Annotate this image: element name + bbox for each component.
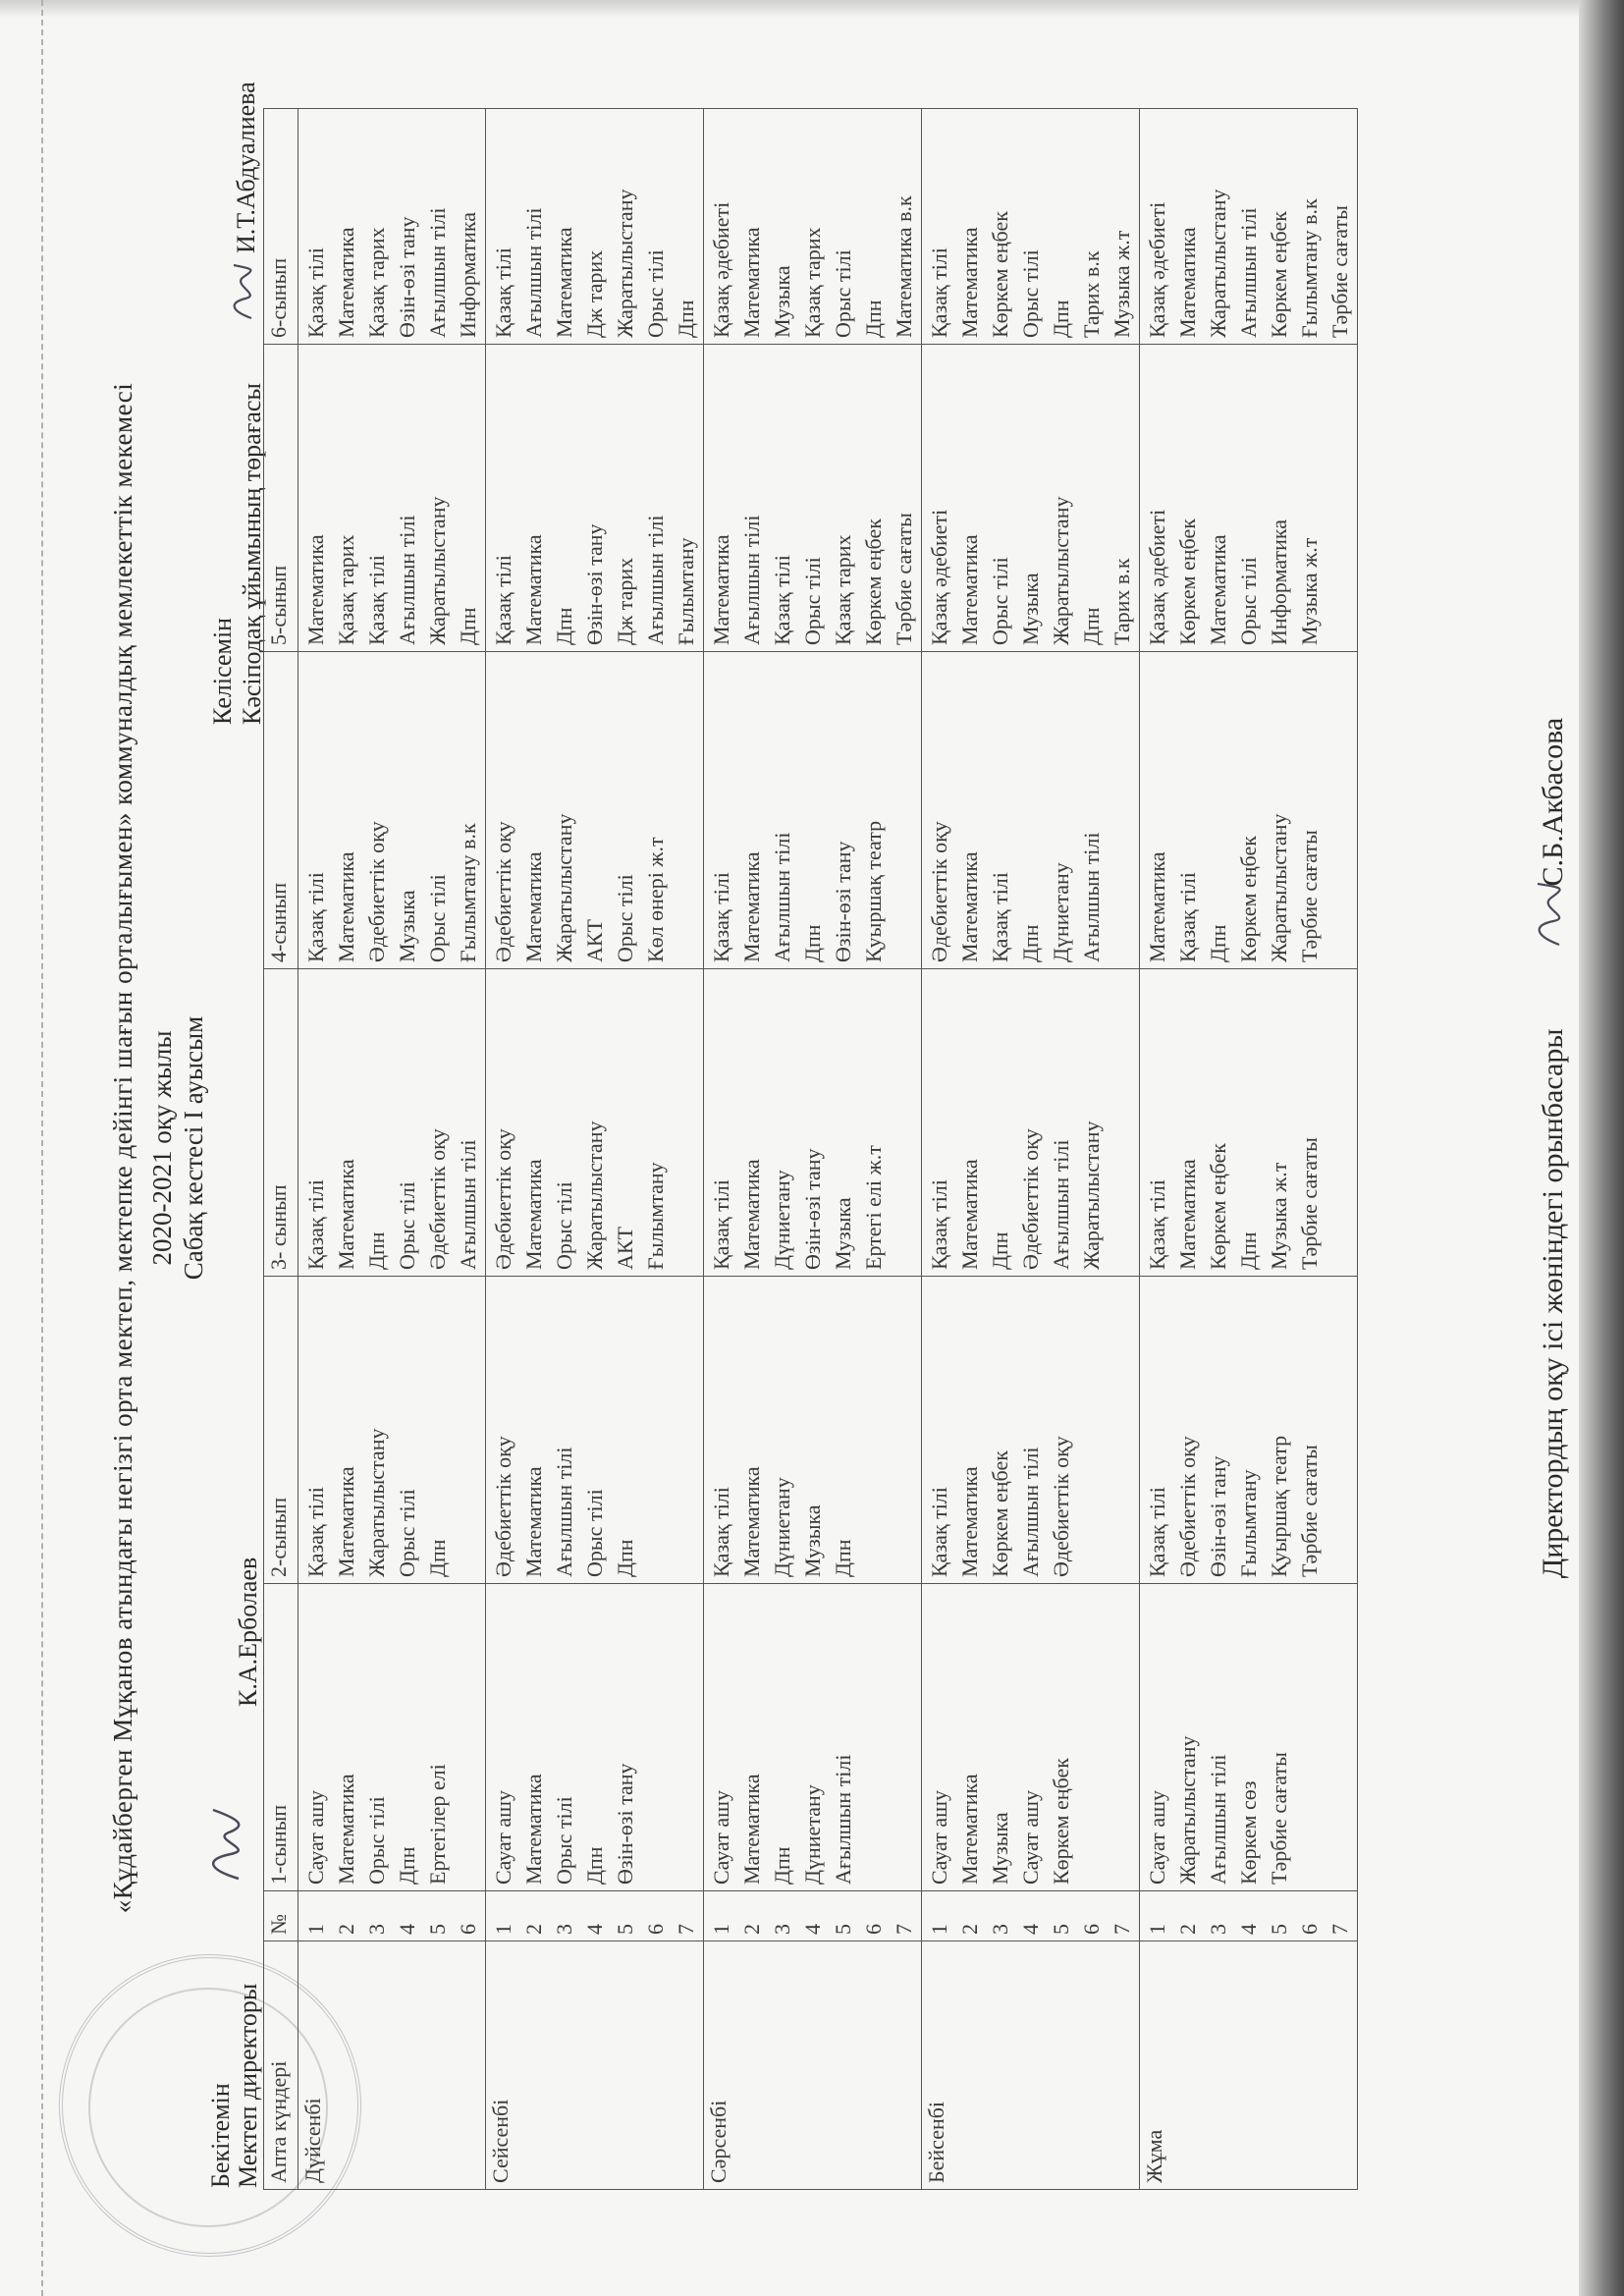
director-name: К.А.Ерболаев xyxy=(234,1557,262,1707)
academic-year: 2020-2021 оқу жылы xyxy=(147,1030,177,1266)
subject-entry: Әдебиеттік оқу xyxy=(1018,1128,1043,1270)
column-header: 5-сынып xyxy=(264,345,298,652)
subject-entry: Дүниетану xyxy=(800,1784,825,1885)
lesson-number: 3 xyxy=(770,1924,794,1935)
subject-entry: Ғылымтану xyxy=(1236,1469,1261,1577)
subject-entry: Дпн xyxy=(1079,607,1104,645)
subject-entry: Дпн xyxy=(988,1231,1012,1270)
subject-entry: Көркем еңбек xyxy=(988,211,1012,338)
lesson-number-cell xyxy=(298,1891,486,1941)
subject-entry: Музыка xyxy=(1018,573,1043,645)
lesson-number: 1 xyxy=(927,1924,951,1935)
lesson-number: 7 xyxy=(892,1924,916,1935)
table-row xyxy=(486,109,704,2190)
subject-entry: Дүниетану xyxy=(770,1170,794,1270)
lesson-number: 5 xyxy=(425,1924,450,1935)
subject-entry: Жаратылыстану xyxy=(1267,813,1291,962)
subject-entry: Математика xyxy=(334,851,358,962)
class-4-subjects-cell xyxy=(704,652,922,969)
subject-entry: Әдебиеттік оқу xyxy=(491,1436,515,1577)
lesson-number: 4 xyxy=(1236,1924,1261,1935)
lesson-number-cell xyxy=(486,1891,704,1941)
subject-entry: Жаратылыстану xyxy=(1049,496,1073,645)
class-6-subjects-cell xyxy=(704,109,922,345)
class-6-subjects-cell xyxy=(1140,109,1358,345)
subject-entry: Математика xyxy=(521,1159,546,1270)
subject-entry: Қазақ әдебиеті xyxy=(709,201,733,338)
subject-entry: Дүниетану xyxy=(1049,862,1073,962)
subject-entry: Дпн xyxy=(552,607,576,645)
subject-entry: Математика xyxy=(1145,851,1169,962)
lesson-number: 4 xyxy=(582,1924,607,1935)
subject-entry: Көркем еңбек xyxy=(1206,1143,1230,1270)
lesson-number-cell xyxy=(704,1891,922,1941)
subject-entry: Дпн xyxy=(674,300,698,338)
lesson-number: 6 xyxy=(861,1924,886,1935)
lesson-number: 4 xyxy=(800,1924,825,1935)
class-schedule-table xyxy=(263,108,1358,2190)
subject-entry: Әдебиеттік оқу xyxy=(491,1128,515,1270)
subject-entry: Орыс тілі xyxy=(613,874,637,962)
subject-entry: Математика xyxy=(1175,1159,1200,1270)
class-3-subjects-cell xyxy=(922,969,1140,1277)
subject-entry: Математика xyxy=(303,534,328,645)
lesson-number: 3 xyxy=(552,1924,576,1935)
subject-entry: Орыс тілі xyxy=(582,1489,607,1577)
lesson-number: 7 xyxy=(1327,1924,1352,1935)
subject-entry: Әдебиеттік оқу xyxy=(927,821,951,962)
subject-entry: Дпн xyxy=(456,607,480,645)
subject-entry: Қазақ тілі xyxy=(303,1179,328,1270)
subject-entry: Дж тарих xyxy=(613,557,637,645)
class-2-subjects-cell xyxy=(486,1277,704,1584)
subject-entry: Көркем еңбек xyxy=(1267,211,1291,338)
subject-entry: Орыс тілі xyxy=(552,1181,576,1270)
subject-entry: Тәрбие сағаты xyxy=(892,513,916,645)
subject-entry: Қазақ тарих xyxy=(334,534,358,645)
table-row xyxy=(704,109,922,2190)
lesson-number: 7 xyxy=(1110,1924,1134,1935)
agreed-label: Келісемін xyxy=(208,617,237,725)
subject-entry: Ағылшын тілі xyxy=(1018,1447,1043,1577)
lesson-number: 3 xyxy=(364,1924,389,1935)
subject-entry: Қазақ тілі xyxy=(927,1179,951,1270)
subject-entry: Дпн xyxy=(800,924,825,962)
subject-entry: Ағылшын тілі xyxy=(425,207,450,338)
subject-entry: Қазақ әдебиеті xyxy=(1145,509,1169,645)
lesson-number-cell xyxy=(922,1891,1140,1941)
subject-entry: Қазақ тілі xyxy=(927,1487,951,1577)
subject-entry: Қазақ тілі xyxy=(491,555,515,645)
lesson-number: 5 xyxy=(1049,1924,1073,1935)
weekday-cell: Сәрсенбі xyxy=(704,1941,922,2190)
subject-entry: Дпн xyxy=(425,1539,450,1577)
subject-entry: Ағылшын тілі xyxy=(739,515,764,645)
deputy-title: Директордың оқу ісі жөніндегі орынбасары xyxy=(1537,1028,1569,1579)
subject-entry: Математика xyxy=(334,1774,358,1885)
subject-entry: Математика xyxy=(739,1159,764,1270)
subject-entry: Математика xyxy=(957,1774,982,1885)
union-chair-name: И.Т.Абдуалиева xyxy=(232,82,260,253)
subject-entry: Орыс тілі xyxy=(831,249,855,338)
deputy-director-signature-line xyxy=(1537,0,1570,2296)
subject-entry: АКТ xyxy=(582,919,607,962)
lesson-number: 6 xyxy=(643,1924,668,1935)
subject-entry: Информатика xyxy=(1267,519,1291,645)
subject-entry: Өзін-өзі тану xyxy=(831,841,855,962)
subject-entry: Қазақ тілі xyxy=(709,872,733,962)
subject-entry: Қазақ тілі xyxy=(1145,1179,1169,1270)
subject-entry: Көркем сөз xyxy=(1236,1780,1261,1885)
subject-entry: Ғылымтану xyxy=(643,1162,668,1270)
subject-entry: Дпн xyxy=(1206,924,1230,962)
subject-entry: Ағылшын тілі xyxy=(1206,1754,1230,1885)
class-3-subjects-cell xyxy=(298,969,486,1277)
subject-entry: Музыка xyxy=(831,1197,855,1270)
subject-entry: Ағылшын тілі xyxy=(831,1754,855,1885)
subject-entry: Музыка ж.т xyxy=(1267,1162,1291,1270)
subject-entry: Математика xyxy=(739,851,764,962)
subject-entry: Дж тарих xyxy=(582,249,607,338)
class-4-subjects-cell xyxy=(922,652,1140,969)
subject-entry: Дпн xyxy=(770,1846,794,1885)
class-5-subjects-cell xyxy=(922,345,1140,652)
subject-entry: Математика xyxy=(957,1466,982,1577)
weekday-cell: Бейсенбі xyxy=(922,1941,1140,2190)
schedule-body xyxy=(298,109,1358,2190)
subject-entry: Ағылшын тілі xyxy=(456,1139,480,1270)
subject-entry: Ағылшын тілі xyxy=(1079,832,1104,962)
subject-entry: Қазақ тілі xyxy=(303,1487,328,1577)
subject-entry: Дпн xyxy=(364,1231,389,1270)
subject-entry: Көл өнері ж.т xyxy=(643,837,668,962)
subject-entry: Ғылымтану в.к xyxy=(1297,198,1322,338)
table-row xyxy=(922,109,1140,2190)
subject-entry: Тәрбие сағаты xyxy=(1297,830,1322,962)
lesson-number: 2 xyxy=(521,1924,546,1935)
class-1-subjects-cell xyxy=(704,1584,922,1891)
lesson-number: 2 xyxy=(957,1924,982,1935)
class-5-subjects-cell xyxy=(704,345,922,652)
lesson-number: 5 xyxy=(831,1924,855,1935)
subject-entry: Ертегілер елі xyxy=(425,1764,450,1885)
subject-entry: Қуыршақ театр xyxy=(861,820,886,962)
class-4-subjects-cell xyxy=(486,652,704,969)
subject-entry: АКТ xyxy=(613,1227,637,1270)
subject-entry: Орыс тілі xyxy=(395,1181,419,1270)
subject-entry: Математика xyxy=(1175,227,1200,338)
lesson-number: 1 xyxy=(491,1924,515,1935)
lesson-number: 3 xyxy=(1206,1924,1230,1935)
subject-entry: Дпн xyxy=(613,1539,637,1577)
column-header: № xyxy=(264,1891,298,1941)
subject-entry: Дүниетану xyxy=(770,1477,794,1577)
class-5-subjects-cell xyxy=(298,345,486,652)
subject-entry: Орыс тілі xyxy=(364,1796,389,1885)
subject-entry: Көркем еңбек xyxy=(861,519,886,645)
lesson-number: 2 xyxy=(334,1924,358,1935)
subject-entry: Математика xyxy=(334,1159,358,1270)
lesson-number: 1 xyxy=(709,1924,733,1935)
class-6-subjects-cell xyxy=(298,109,486,345)
subject-entry: Өзін-өзі тану xyxy=(800,1148,825,1270)
weekday-cell: Жұма xyxy=(1140,1941,1358,2190)
subject-entry: Ғылымтану xyxy=(674,537,698,645)
subject-entry: Дпн xyxy=(861,300,886,338)
subject-entry: Тәрбие сағаты xyxy=(1297,1445,1322,1577)
subject-entry: Өзін-өзі тану xyxy=(1206,1455,1230,1577)
class-4-subjects-cell xyxy=(1140,652,1358,969)
subject-entry: Математика xyxy=(957,1159,982,1270)
subject-entry: Сауат ашу xyxy=(1018,1789,1043,1885)
class-3-subjects-cell xyxy=(704,969,922,1277)
subject-entry: Математика xyxy=(521,851,546,962)
lesson-number: 6 xyxy=(1079,1924,1104,1935)
class-5-subjects-cell xyxy=(486,345,704,652)
lesson-number: 3 xyxy=(988,1924,1012,1935)
subject-entry: Тарих в.к xyxy=(1110,558,1134,645)
subject-entry: Музыка xyxy=(988,1812,1012,1885)
subject-entry: Математика xyxy=(334,227,358,338)
subject-entry: Тәрбие сағаты xyxy=(1267,1752,1291,1885)
subject-entry: Жаратылыстану xyxy=(425,496,450,645)
director-signature xyxy=(201,1805,248,1884)
subject-entry: Математика xyxy=(957,227,982,338)
subject-entry: Ағылшын тілі xyxy=(552,1447,576,1577)
lesson-number: 1 xyxy=(303,1924,328,1935)
subject-entry: Математика xyxy=(334,1466,358,1577)
subject-entry: Қазақ тілі xyxy=(927,247,951,338)
deputy-signature xyxy=(1530,880,1569,949)
subject-entry: Жаратылыстану xyxy=(364,1428,389,1577)
table-row xyxy=(298,109,486,2190)
subject-entry: Дпн xyxy=(395,1846,419,1885)
subject-entry: Математика xyxy=(521,1466,546,1577)
column-header: 3- сынып xyxy=(264,969,298,1277)
column-header: 1-сынып xyxy=(264,1584,298,1891)
subject-entry: Қазақ әдебиеті xyxy=(927,509,951,645)
subject-entry: Орыс тілі xyxy=(643,249,668,338)
subject-entry: Қазақ тілі xyxy=(491,247,515,338)
subject-entry: Ертегі елі ж.т xyxy=(861,1145,886,1270)
table-header-row xyxy=(264,109,298,2190)
lesson-number: 4 xyxy=(1018,1924,1043,1935)
subject-entry: Қазақ тілі xyxy=(364,555,389,645)
subject-entry: Сауат ашу xyxy=(303,1789,328,1885)
subject-entry: Өзін-өзі тану xyxy=(395,216,419,338)
subject-entry: Қазақ тілі xyxy=(1145,1487,1169,1577)
subject-entry: Орыс тілі xyxy=(800,557,825,645)
subject-entry: Сауат ашу xyxy=(709,1789,733,1885)
weekday-cell: Сейсенбі xyxy=(486,1941,704,2190)
subject-entry: Музыка ж.т xyxy=(1297,537,1322,645)
lesson-number: 5 xyxy=(613,1924,637,1935)
subject-entry: Ағылшын тілі xyxy=(395,515,419,645)
column-header: 2-сынып xyxy=(264,1277,298,1584)
column-header: 4-сынып xyxy=(264,652,298,969)
class-2-subjects-cell xyxy=(1140,1277,1358,1584)
lesson-number: 7 xyxy=(674,1924,698,1935)
lesson-number-cell xyxy=(1140,1891,1358,1941)
approve-label: Бекітемін xyxy=(206,2083,235,2188)
table-row xyxy=(1140,109,1358,2190)
subject-entry: Әдебиеттік оқу xyxy=(425,1128,450,1270)
class-4-subjects-cell xyxy=(298,652,486,969)
subject-entry: Математика xyxy=(957,851,982,962)
column-header: 6-сынып xyxy=(264,109,298,345)
subject-entry: Математика в.к xyxy=(892,195,916,338)
subject-entry: Өзін-өзі тану xyxy=(582,523,607,645)
subject-entry: Математика xyxy=(521,534,546,645)
subject-entry: Жаратылыстану xyxy=(1206,189,1230,338)
subject-entry: Дпн xyxy=(831,1539,855,1577)
subject-entry: Жаратылыстану xyxy=(582,1121,607,1270)
lesson-number: 1 xyxy=(1145,1924,1169,1935)
lesson-number: 2 xyxy=(739,1924,764,1935)
subject-entry: Сауат ашу xyxy=(927,1789,951,1885)
subject-entry: Сауат ашу xyxy=(1145,1789,1169,1885)
class-3-subjects-cell xyxy=(486,969,704,1277)
subject-entry: Математика xyxy=(521,1774,546,1885)
subject-entry: Қазақ тарих xyxy=(364,227,389,338)
subject-entry: Тарих в.к xyxy=(1079,250,1104,338)
class-5-subjects-cell xyxy=(1140,345,1358,652)
class-2-subjects-cell xyxy=(298,1277,486,1584)
subject-entry: Қазақ әдебиеті xyxy=(1145,201,1169,338)
subject-entry: Жаратылыстану xyxy=(552,813,576,962)
class-3-subjects-cell xyxy=(1140,969,1358,1277)
subject-entry: Көркем еңбек xyxy=(988,1450,1012,1577)
class-6-subjects-cell xyxy=(922,109,1140,345)
subject-entry: Әдебиеттік оқу xyxy=(491,821,515,962)
subject-entry: Орыс тілі xyxy=(1236,557,1261,645)
subject-entry: Орыс тілі xyxy=(425,874,450,962)
director-label: Мектеп директоры xyxy=(234,1983,262,2188)
subject-entry: Қазақ тарих xyxy=(800,227,825,338)
subject-entry: Жаратылыстану xyxy=(1175,1735,1200,1885)
subject-entry: Тәрбие сағаты xyxy=(1297,1137,1322,1270)
subject-entry: Әдебиеттік оқу xyxy=(1175,1436,1200,1577)
subject-entry: Математика xyxy=(739,1774,764,1885)
schedule-title: Сабақ кестесі I ауысым xyxy=(179,1015,208,1281)
subject-entry: Ағылшын тілі xyxy=(521,207,546,338)
subject-entry: Өзін-өзі тану xyxy=(613,1763,637,1885)
subject-entry: Тәрбие сағаты xyxy=(1327,205,1352,338)
class-1-subjects-cell xyxy=(922,1584,1140,1891)
subject-entry: Музыка ж.т xyxy=(1110,230,1134,338)
class-6-subjects-cell xyxy=(486,109,704,345)
class-1-subjects-cell xyxy=(486,1584,704,1891)
subject-entry: Қазақ тілі xyxy=(770,555,794,645)
class-2-subjects-cell xyxy=(704,1277,922,1584)
lesson-number: 6 xyxy=(1297,1924,1322,1935)
subject-entry: Математика xyxy=(739,1466,764,1577)
subject-entry: Музыка xyxy=(395,890,419,962)
subject-entry: Орыс тілі xyxy=(395,1489,419,1577)
class-1-subjects-cell xyxy=(1140,1584,1358,1891)
subject-entry: Дпн xyxy=(1236,1231,1261,1270)
subject-entry: Музыка xyxy=(770,265,794,338)
subject-entry: Қазақ тілі xyxy=(1175,872,1200,962)
subject-entry: Қазақ тілі xyxy=(988,872,1012,962)
subject-entry: Қазақ тілі xyxy=(709,1179,733,1270)
subject-entry: Ағылшын тілі xyxy=(770,832,794,962)
subject-entry: Математика xyxy=(1206,534,1230,645)
subject-entry: Жаратылыстану xyxy=(613,189,637,338)
subject-entry: Орыс тілі xyxy=(988,557,1012,645)
subject-entry: Көркем еңбек xyxy=(1236,836,1261,962)
subject-entry: Математика xyxy=(552,227,576,338)
deputy-name: С.Б.Акбасова xyxy=(1537,717,1569,887)
subject-entry: Математика xyxy=(957,534,982,645)
subject-entry: Математика xyxy=(709,534,733,645)
class-1-subjects-cell xyxy=(298,1584,486,1891)
lesson-number: 4 xyxy=(395,1924,419,1935)
subject-entry: Әдебиеттік оқу xyxy=(1049,1436,1073,1577)
subject-entry: Қуыршақ театр xyxy=(1267,1435,1291,1577)
subject-entry: Дпн xyxy=(582,1846,607,1885)
subject-entry: Орыс тілі xyxy=(1018,249,1043,338)
lesson-number: 5 xyxy=(1267,1924,1291,1935)
subject-entry: Қазақ тілі xyxy=(709,1487,733,1577)
subject-entry: Жаратылыстану xyxy=(1079,1121,1104,1270)
subject-entry: Қазақ тілі xyxy=(303,247,328,338)
subject-entry: Сауат ашу xyxy=(491,1789,515,1885)
union-chair-signature xyxy=(224,263,259,322)
lesson-number: 2 xyxy=(1175,1924,1200,1935)
union-chair-label: Кәсіподақ ұйымының төрағасы xyxy=(238,383,266,725)
subject-entry: Көркем еңбек xyxy=(1175,519,1200,645)
subject-entry: Математика xyxy=(739,227,764,338)
subject-entry: Қазақ тарих xyxy=(831,534,855,645)
subject-entry: Ағылшын тілі xyxy=(1236,207,1261,338)
subject-entry: Ғылымтану в.к xyxy=(456,823,480,962)
lesson-number: 6 xyxy=(456,1924,480,1935)
subject-entry: Көркем еңбек xyxy=(1049,1758,1073,1885)
subject-entry: Музыка xyxy=(800,1504,825,1577)
subject-entry: Дпн xyxy=(1049,300,1073,338)
weekday-cell: Дүйсенбі xyxy=(298,1941,486,2190)
school-name-heading: «Құдайберген Мұқанов атындағы негізгі орта мектеп, мектепке дейінгі шағын орталығымен» коммуналдық мемлекеттік мекемесі xyxy=(108,382,137,1914)
subject-entry: Ағылшын тілі xyxy=(643,515,668,645)
subject-entry: Қазақ тілі xyxy=(303,872,328,962)
subject-entry: Әдебиеттік оқу xyxy=(364,821,389,962)
subject-entry: Ағылшын тілі xyxy=(1049,1139,1073,1270)
subject-entry: Орыс тілі xyxy=(552,1796,576,1885)
class-2-subjects-cell xyxy=(922,1277,1140,1584)
column-header: Апта күндері xyxy=(264,1941,298,2190)
subject-entry: Дпн xyxy=(1018,924,1043,962)
subject-entry: Информатика xyxy=(456,211,480,338)
